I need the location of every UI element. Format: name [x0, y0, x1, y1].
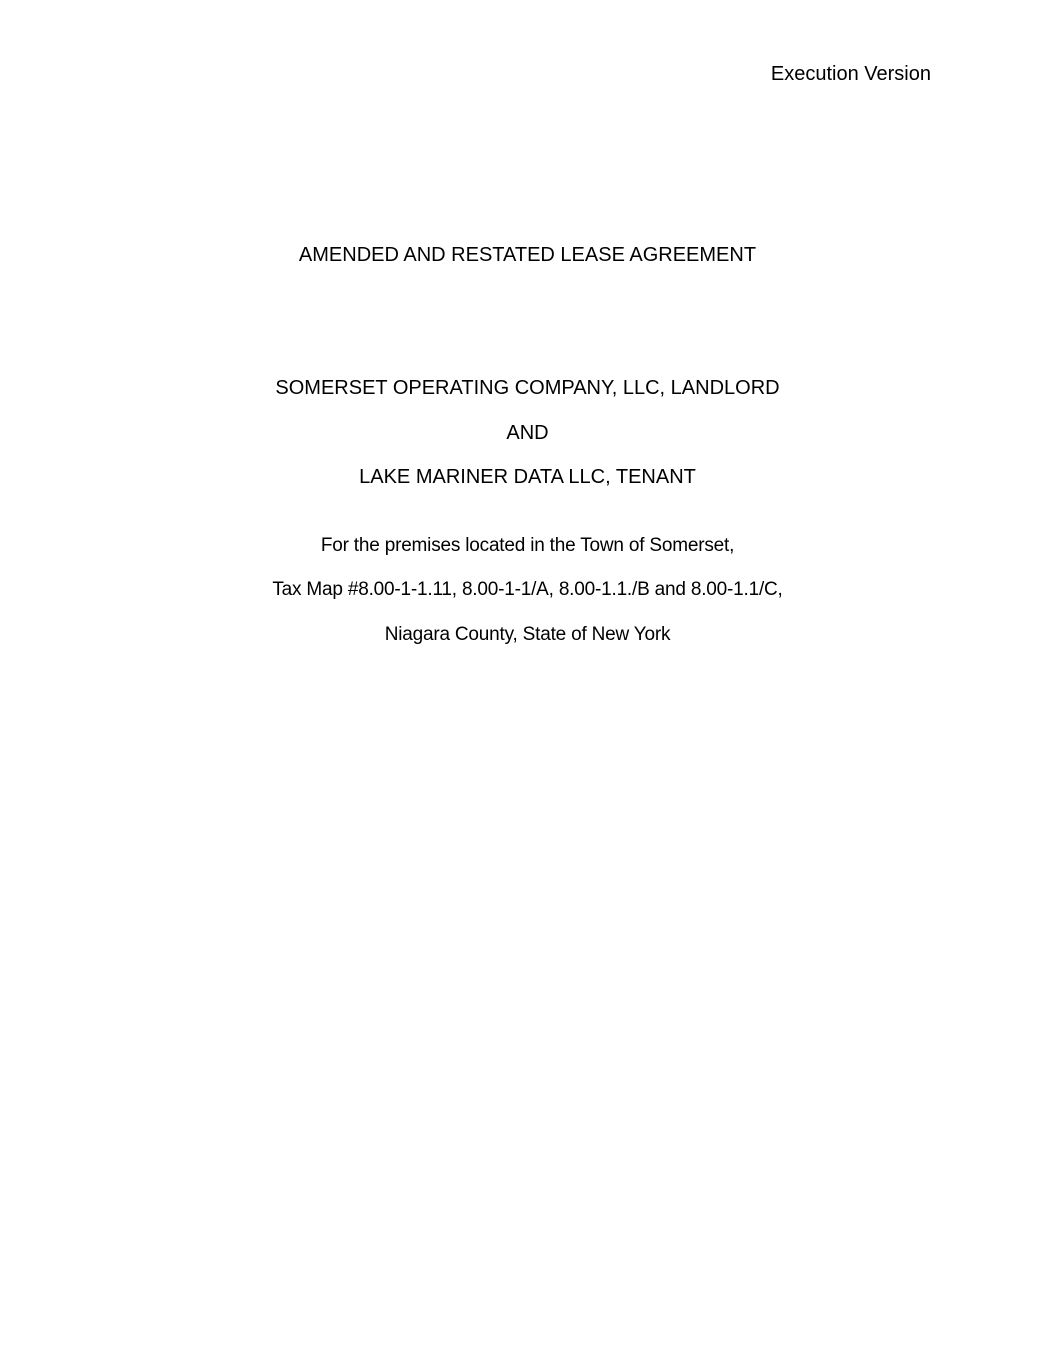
- tax-map-line: Tax Map #8.00-1-1.11, 8.00-1-1/A, 8.00-1.1./B and 8.00-1.1/C,: [272, 579, 783, 600]
- party-conjunction: AND: [506, 422, 549, 444]
- execution-version-label: Execution Version: [770, 63, 931, 85]
- landlord-party: SOMERSET OPERATING COMPANY, LLC, LANDLORD: [275, 377, 780, 399]
- document-title: AMENDED AND RESTATED LEASE AGREEMENT: [298, 244, 757, 266]
- tenant-party: LAKE MARINER DATA LLC, TENANT: [359, 466, 696, 488]
- premises-location-line: For the premises located in the Town of Somerset,: [320, 535, 735, 556]
- county-state-line: Niagara County, State of New York: [384, 624, 671, 645]
